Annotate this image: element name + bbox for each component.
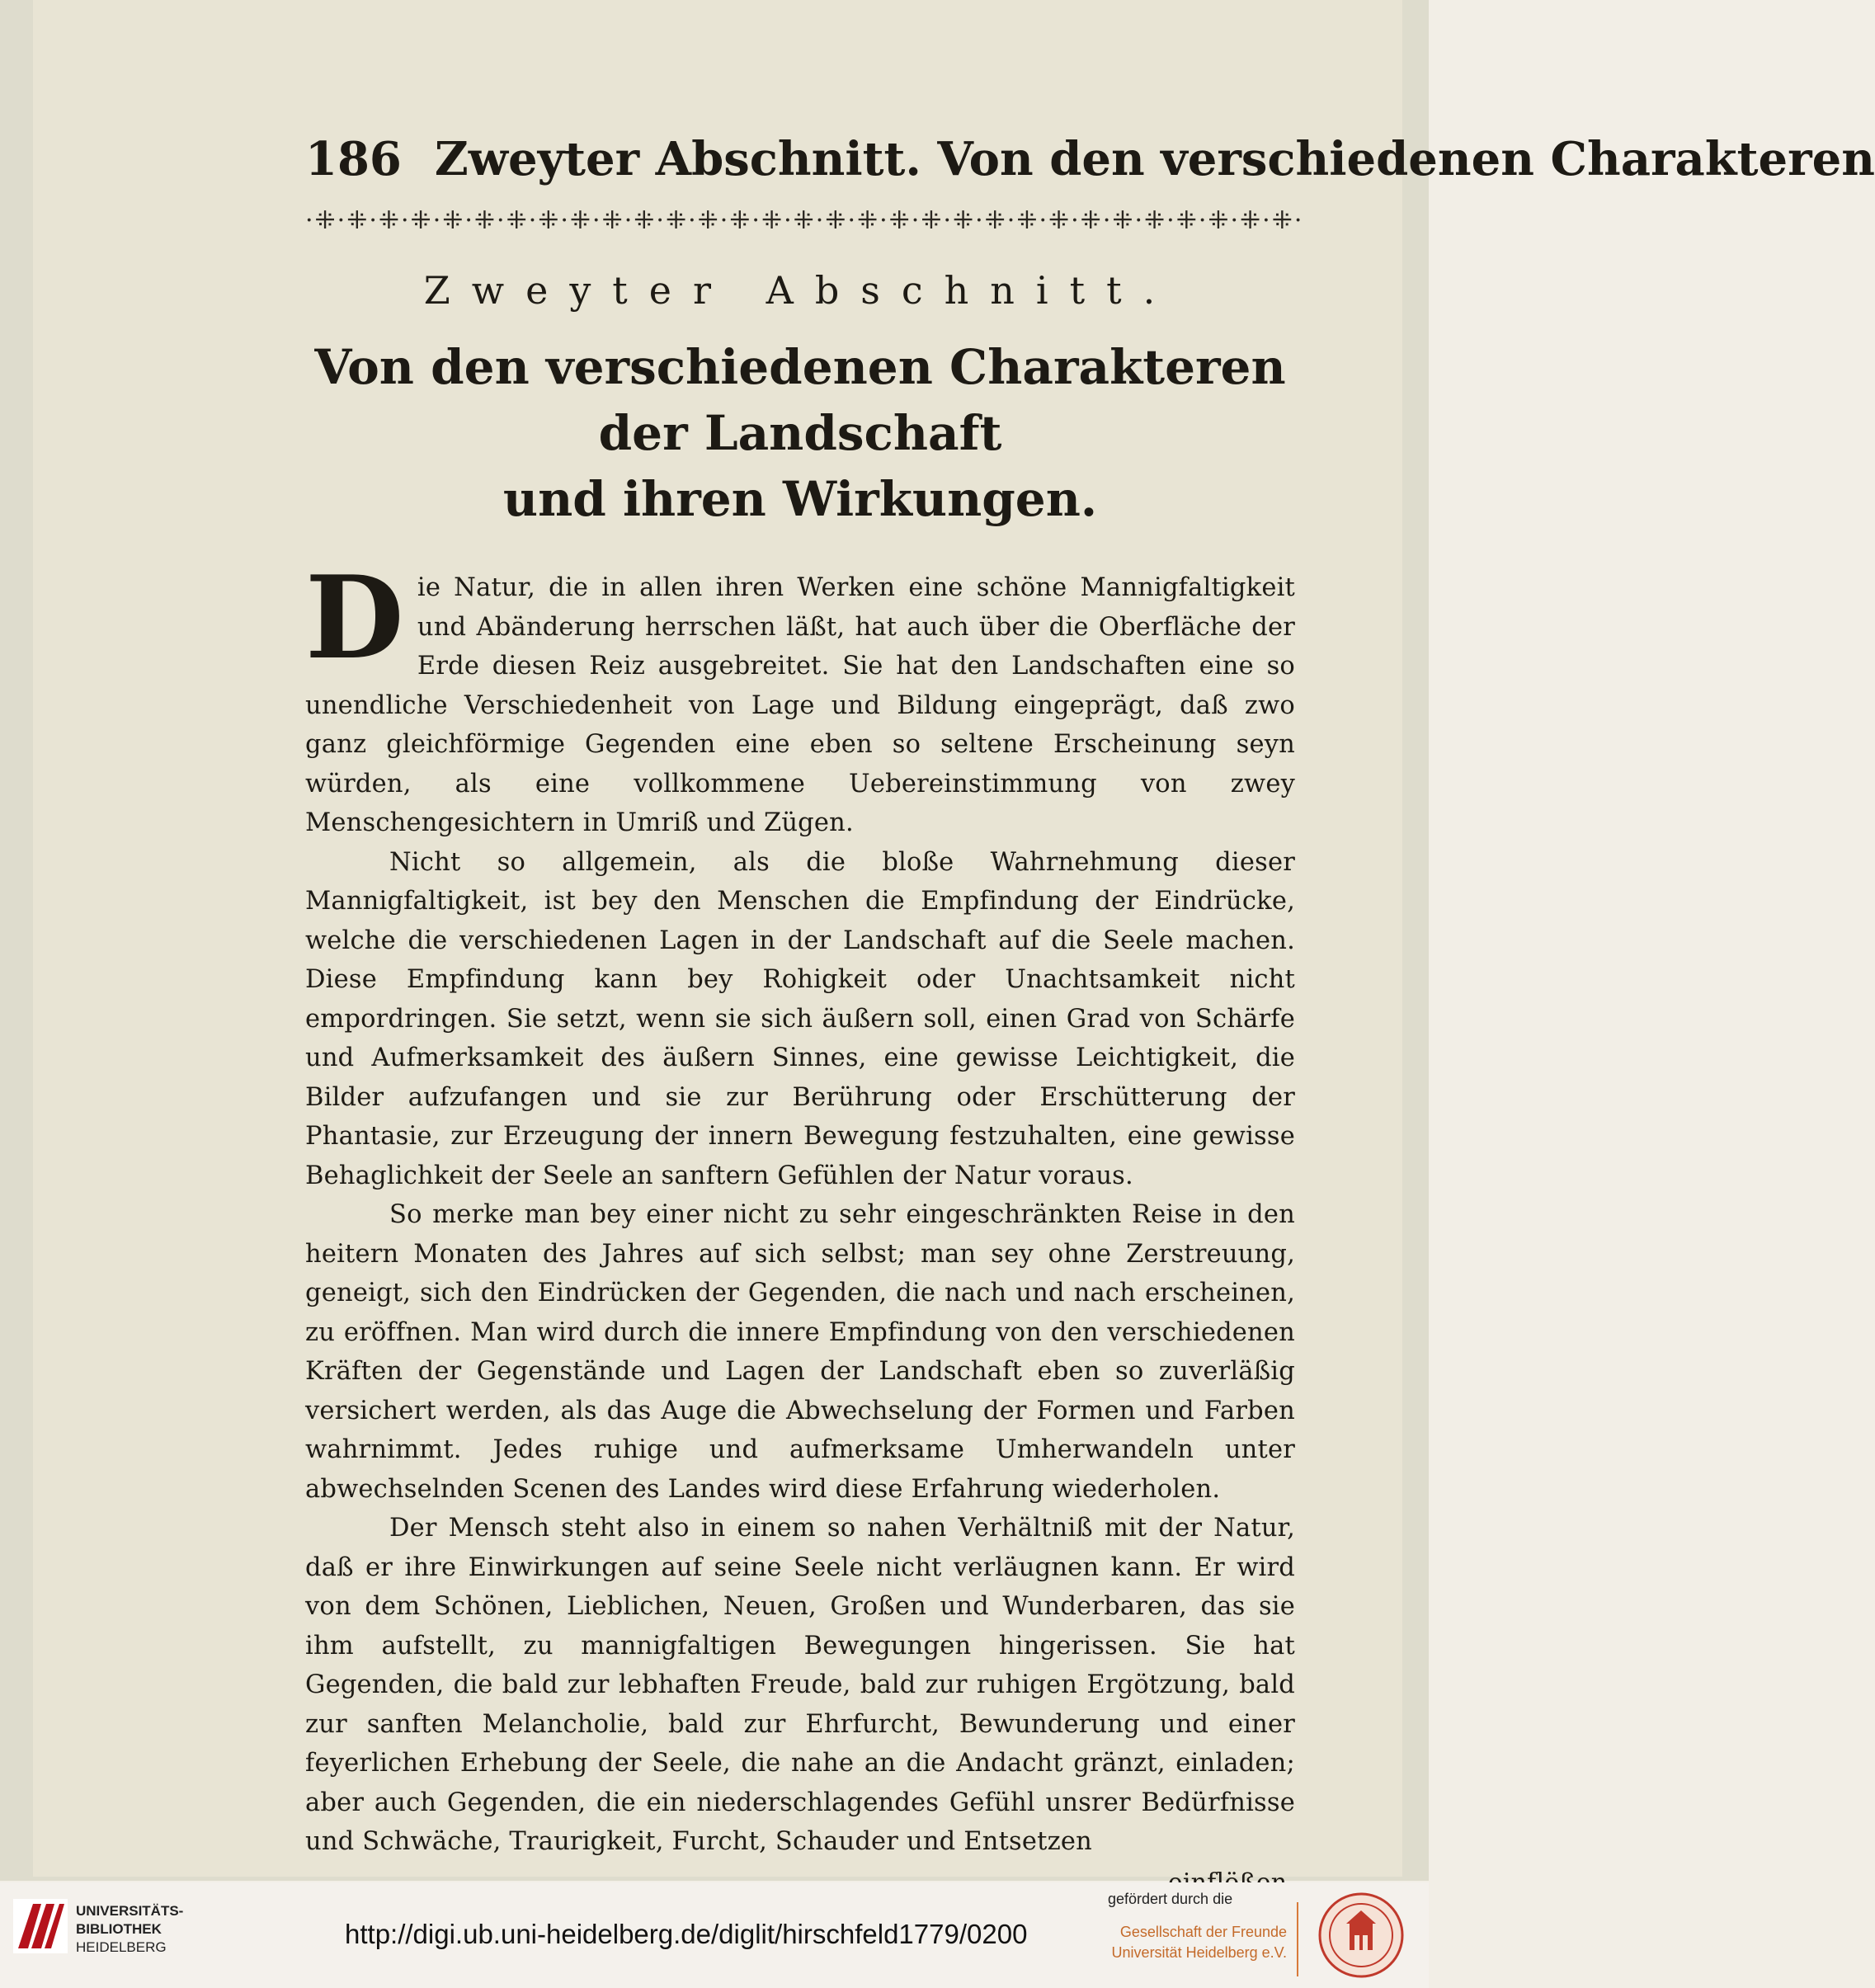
page-number: 186 (305, 132, 402, 186)
paragraph-text: ie Natur, die in allen ihren Werken eine schöne Mannigfaltigkeit und Abänderung herrschen läßt, hat auch über die Oberfläche der Erde diesen Reiz ausgebreitet. Sie hat den Landschaften eine so unendliche Verschiedenheit von Lage und Bildung eingeprägt, daß zwo ganz gleichförmige Gegenden eine eben so seltene Erscheinung seyn würden, als eine vollkommene Uebereinstimmung von zwey Menschengesichtern in Umriß und Zügen. (305, 573, 1295, 837)
chapter-title-line: und ihren Wirkungen. (502, 471, 1098, 527)
viewer-footer (0, 1882, 1429, 1988)
paragraph: Der Mensch steht also in einem so nahen Verhältniß mit der Natur, daß er ihre Einwirkungen auf seine Seele nicht verläugnen kann. Er wird von dem Schönen, Lieblichen, Neuen, Großen und Wunderbaren, das sie ihm aufstellt, zu mannigfaltigen Bewegungen hingerissen. Sie hat Gegenden, die bald zur lebhaften Freude, bald zur ruhigen Ergötzung, bald zur sanften Melancholie, bald zur Ehrfurcht, Bewunderung und einer feyerlichen Erhebung der Seele, die nahe an die Andacht gränzt, einladen; aber auch Gegenden, die ein niederschlagendes Gefühl unsrer Bedürfnisse und Schwäche, Traurigkeit, Furcht, Schauder und Entsetzen (305, 1514, 1295, 1856)
drop-cap: D (305, 550, 404, 685)
ornament-rule: ·⁜·⁜·⁜·⁜·⁜·⁜·⁜·⁜·⁜·⁜·⁜·⁜·⁜·⁜·⁜·⁜·⁜·⁜·⁜·⁜·⁜·⁜·⁜·⁜·⁜·⁜·⁜·⁜·⁜·⁜·⁜· (305, 206, 1304, 235)
running-head: Zweyter Abschnitt. Von den verschiedenen Charakteren (434, 132, 1875, 186)
library-name-line: BIBLIOTHEK (76, 1921, 162, 1937)
footer-divider (1297, 1902, 1298, 1976)
library-name-line: HEIDELBERG (76, 1939, 167, 1955)
section-label: Zweyter Abschnitt. (423, 268, 1177, 313)
page-header (305, 132, 1875, 186)
library-name-line: UNIVERSITÄTS- (76, 1903, 184, 1919)
library-name (76, 1902, 183, 1957)
page-content (305, 132, 1875, 1902)
paragraph: So merke man bey einer nicht zu sehr eingeschränkten Reise in den heitern Monaten des Jahres auf sich selbst; man sey ohne Zerstreuung, geneigt, sich den Eindrücken der Gegenden, die nach und nach erscheinen, zu eröffnen. Man wird durch die innere Empfindung von den verschiedenen Kräften der Gegenstände und Lagen der Landschaft eben so zuverläßig versichert werden, als das Auge die Abwechselung der Formen und Farben wahrnimmt. Jedes ruhige und aufmerksame Umherwandeln unter abwechselnden Scenen des Landes wird diese Erfahrung wiederholen. (305, 1200, 1295, 1504)
society-name-line: Gesellschaft der Freunde (1119, 1924, 1287, 1940)
body-text (305, 550, 1295, 1902)
funded-by-label: gefördert durch die (1108, 1891, 1233, 1907)
paragraph: Nicht so allgemein, als die bloße Wahrnehmung dieser Mannigfaltigkeit, ist bey den Menschen die Empfindung der Eindrücke, welche die verschiedenen Lagen in der Landschaft auf die Seele machen. Diese Empfindung kann bey Rohigkeit oder Unachtsamkeit nicht empordringen. Sie setzt, wenn sie sich äußern soll, einen Grad von Schärfe und Aufmerksamkeit des äußern Sinnes, eine gewisse Leichtigkeit, die Bilder aufzufangen und sie zur Berührung oder Erschütterung der Phantasie, zur Erzeugung der innern Bewegung festzuhalten, eine gewisse Behaglichkeit der Seele an sanftern Gefühlen der Natur voraus. (305, 847, 1295, 1190)
chapter-title-line: Von den verschiedenen Charakteren der Landschaft (314, 339, 1286, 461)
book-page (33, 0, 1875, 1877)
society-name-line: Universität Heidelberg e.V. (1111, 1944, 1287, 1961)
paragraph (305, 550, 1295, 843)
chapter-title (305, 334, 1295, 532)
permalink-url[interactable]: http://digi.ub.uni-heidelberg.de/diglit/hirschfeld1779/0200 (345, 1919, 1028, 1949)
ub-heidelberg-logo-icon (13, 1899, 68, 1957)
society-name (1097, 1922, 1287, 1963)
society-seal-icon (1318, 1892, 1404, 1981)
